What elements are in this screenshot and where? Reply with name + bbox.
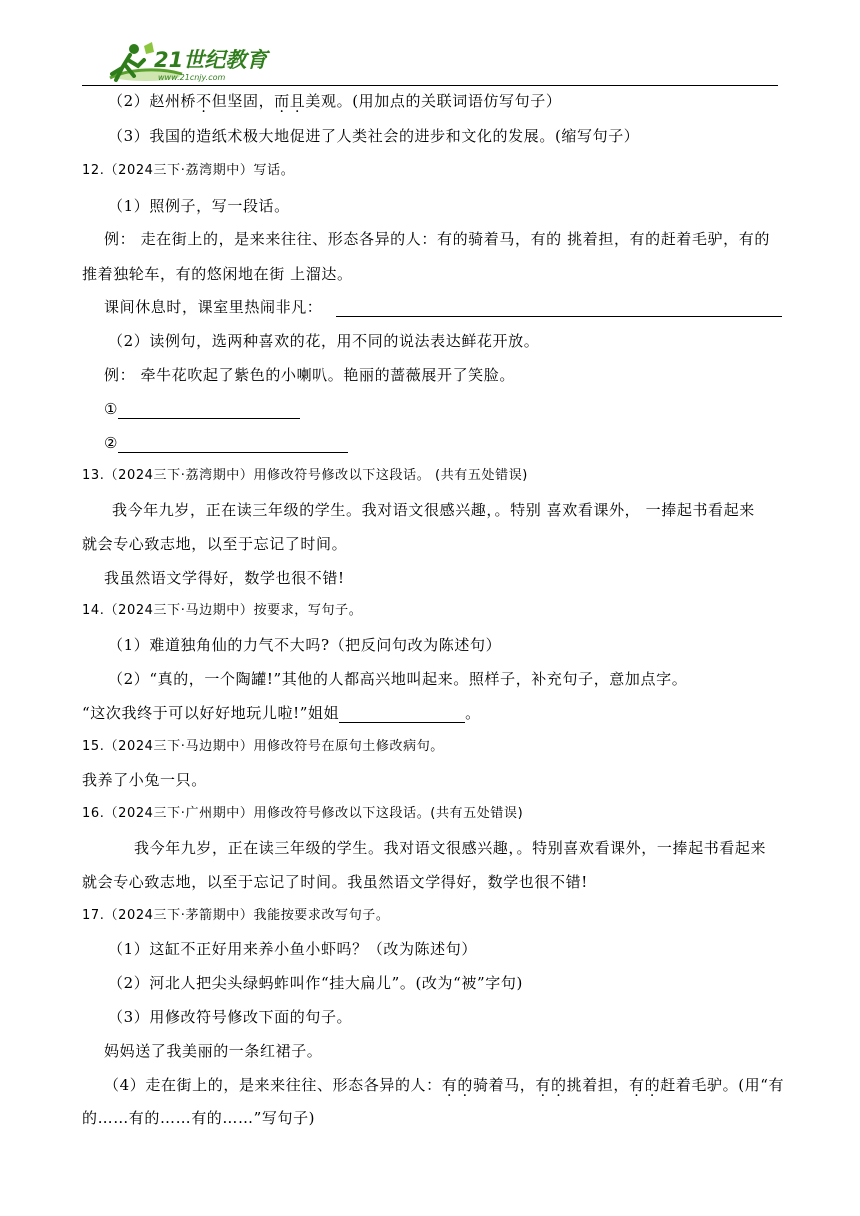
emphasis-char: 且 <box>289 92 306 110</box>
text-line: 课间休息时，课室里热闹非凡： <box>0 297 860 317</box>
answer-blank[interactable] <box>118 402 300 419</box>
text-line: 妈妈送了我美丽的一条红裙子。 <box>104 1042 323 1060</box>
emphasis-char: 有 <box>629 1076 645 1094</box>
text-line: （2）“真的，一个陶罐!”其他的人都高兴地叫起来。照样子，补充句子，意加点字。 <box>108 670 688 688</box>
answer-blank[interactable] <box>339 706 465 723</box>
text-line: （2）赵州桥不但坚固，而且美观。(用加点的关联词语仿写句子） <box>108 92 562 110</box>
question-16-heading: 16.（2024三下·广州期中）用修改符号修改以下这段话。(共有五处错误) <box>82 806 524 821</box>
text-line: ① <box>0 399 860 419</box>
text-line: “这次我终于可以好好地玩儿啦!”姐姐 。 <box>82 704 481 722</box>
text-line: 就会专心致志地，以至于忘记了时间。我虽然语文学得好，数学也很不错! <box>82 873 588 891</box>
question-14-heading: 14.（2024三下·马边期中）按要求，写句子。 <box>82 603 363 618</box>
emphasis-char: 有 <box>441 1076 458 1094</box>
emphasis-char: 的 <box>644 1076 661 1094</box>
logo-url: www.21cnjy.com <box>158 73 226 82</box>
text-line: （2）读例句，选两种喜欢的花，用不同的说法表达鲜花开放。 <box>108 332 540 350</box>
answer-blank[interactable] <box>118 436 348 453</box>
question-17-heading: 17.（2024三下·茅箭期中）我能按要求改写句子。 <box>82 908 390 923</box>
text-line: ② <box>0 433 860 453</box>
logo-text: 21世纪教育 <box>154 48 268 72</box>
page-header <box>0 0 860 88</box>
text-line: 我今年九岁，正在读三年级的学生。我对语文很感兴趣，。特别 喜欢看课外， 一捧起书看起来 <box>112 501 755 519</box>
question-12-heading: 12.（2024三下·荔湾期中）写话。 <box>82 163 295 178</box>
text-line: （1）难道独角仙的力气不大吗?（把反问句改为陈述句） <box>108 636 502 654</box>
text-line: 我虽然语文学得好，数学也很不错! <box>104 569 345 587</box>
text-line: 我养了小兔一只。 <box>82 771 207 789</box>
text-line: 我今年九岁，正在读三年级的学生。我对语文很感兴趣，。特别喜欢看课外，一捧起书看起来 <box>134 839 767 857</box>
emphasis-char: 而 <box>274 92 290 110</box>
answer-blank[interactable] <box>336 300 782 317</box>
text-line: 就会专心致志地，以至于忘记了时间。 <box>82 535 348 553</box>
emphasis-char: 有 <box>535 1076 551 1094</box>
text-line: 推着独轮车，有的悠闲地在街 上溜达。 <box>82 265 353 283</box>
text-line: 例： 牵牛花吹起了紫色的小喇叭。艳丽的蔷薇展开了笑脸。 <box>104 366 515 384</box>
question-13-heading: 13.（2024三下·荔湾期中）用修改符号修改以下这段话。 (共有五处错误) <box>82 468 528 483</box>
text-line: （1）这缸不正好用来养小鱼小虾吗？（改为陈述句） <box>108 940 477 958</box>
question-15-heading: 15.（2024三下·马边期中）用修改符号在原句土修改病句。 <box>82 739 444 754</box>
text-line: （2）河北人把尖头绿蚂蚱叫作“挂大扁儿”。(改为“被”字句) <box>108 974 523 992</box>
text-line: （1）照例子，写一段话。 <box>108 197 290 215</box>
text-line: （4）走在街上的，是来来往往、形态各异的人：有的骑着马，有的挑着担，有的赶着毛驴。(用“有 <box>104 1076 785 1094</box>
logo-21cnjy <box>104 40 274 86</box>
text-line: 例： 走在街上的，是来来往往、形态各异的人：有的骑着马，有的 挑着担，有的赶着毛驴，有的 <box>104 230 770 248</box>
emphasis-char: 不 <box>196 92 212 110</box>
emphasis-char: 的 <box>457 1076 473 1094</box>
text-line: 的……有的……有的……”写句子) <box>82 1109 316 1127</box>
emphasis-char: 的 <box>550 1076 567 1094</box>
text-line: （3）我国的造纸术极大地促进了人类社会的进步和文化的发展。(缩写句子） <box>108 127 640 145</box>
header-rule <box>82 85 778 86</box>
text-line: （3）用修改符号修改下面的句子。 <box>108 1008 353 1026</box>
